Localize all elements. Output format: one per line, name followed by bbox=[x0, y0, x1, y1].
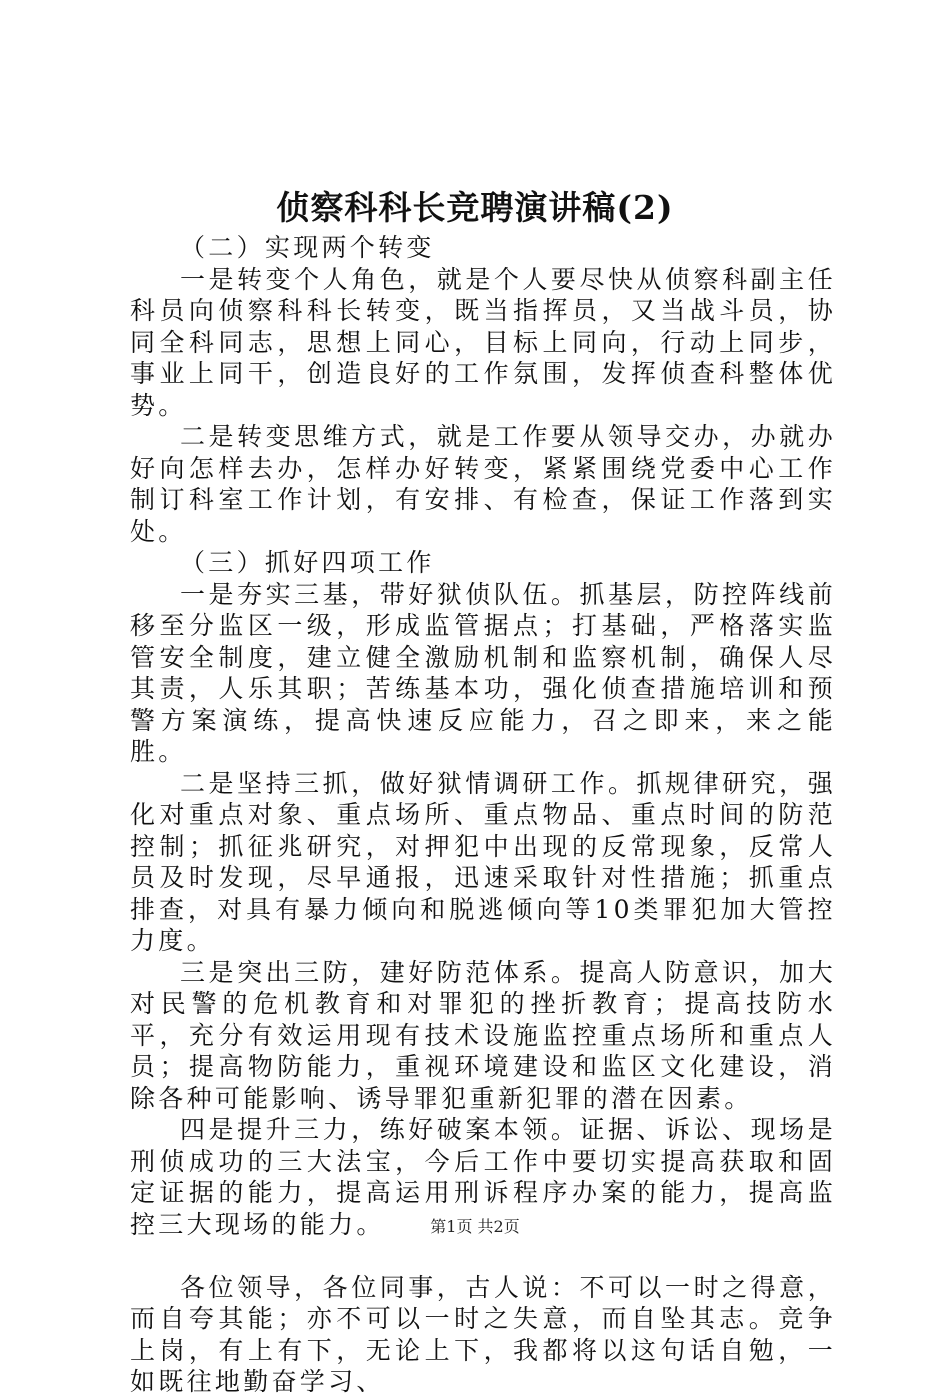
section-heading: （三）抓好四项工作 bbox=[180, 548, 435, 577]
body-paragraph: 二是转变思维方式，就是工作要从领导交办，办就办好向怎样去办，怎样办好转变，紧紧围绕党委中心工作制订科室工作计划，有安排、有检查，保证工作落到实处。 bbox=[130, 422, 836, 546]
body-paragraph: 一是转变个人角色，就是个人要尽快从侦察科副主任科员向侦察科科长转变，既当指挥员，又当战斗员，协同全科同志，思想上同心，目标上同向，行动上同步，事业上同干，创造良好的工作氛围，发挥侦查科整体优势。 bbox=[130, 264, 836, 420]
body-paragraph: 一是夯实三基，带好狱侦队伍。抓基层，防控阵线前移至分监区一级，形成监管据点；打基础，严格落实监管安全制度，建立健全激励机制和监察机制，确保人尽其责，人乐其职；苦练基本功，强化侦查措施培训和预警方案演练，提高快速反应能力，召之即来，来之能胜。 bbox=[130, 579, 836, 766]
page-number-footer: 第1页 共2页 bbox=[430, 1217, 520, 1236]
body-paragraph: 三是突出三防，建好防范体系。提高人防意识，加大对民警的危机教育和对罪犯的挫折教育；提高技防水平，充分有效运用现有技术设施监控重点场所和重点人员；提高物防能力，重视环境建设和监区文化建设，消除各种可能影响、诱导罪犯重新犯罪的潜在因素。 bbox=[130, 957, 836, 1113]
body-paragraph: 各位领导，各位同事，古人说：不可以一时之得意，而自夸其能；亦不可以一时之失意，而自坠其志。竞争上岗，有上有下，无论上下，我都将以这句话自勉，一如既往地勤奋学习、 bbox=[130, 1272, 836, 1396]
section-heading: （二）实现两个转变 bbox=[180, 233, 435, 262]
body-paragraph: 二是坚持三抓，做好狱情调研工作。抓规律研究，强化对重点对象、重点场所、重点物品、重点时间的防范控制；抓征兆研究，对押犯中出现的反常现象，反常人员及时发现，尽早通报，迅速采取针对性措施；抓重点排查，对具有暴力倾向和脱逃倾向等10类罪犯加大管控力度。 bbox=[130, 768, 836, 955]
body-paragraph: 四是提升三力，练好破案本领。证据、诉讼、现场是刑侦成功的三大法宝，今后工作中要切实提高获取和固定证据的能力，提高运用刑诉程序办案的能力，提高监控三大现场的能力。 bbox=[130, 1115, 836, 1239]
document-title: 侦察科科长竞聘演讲稿(2) bbox=[276, 188, 674, 227]
